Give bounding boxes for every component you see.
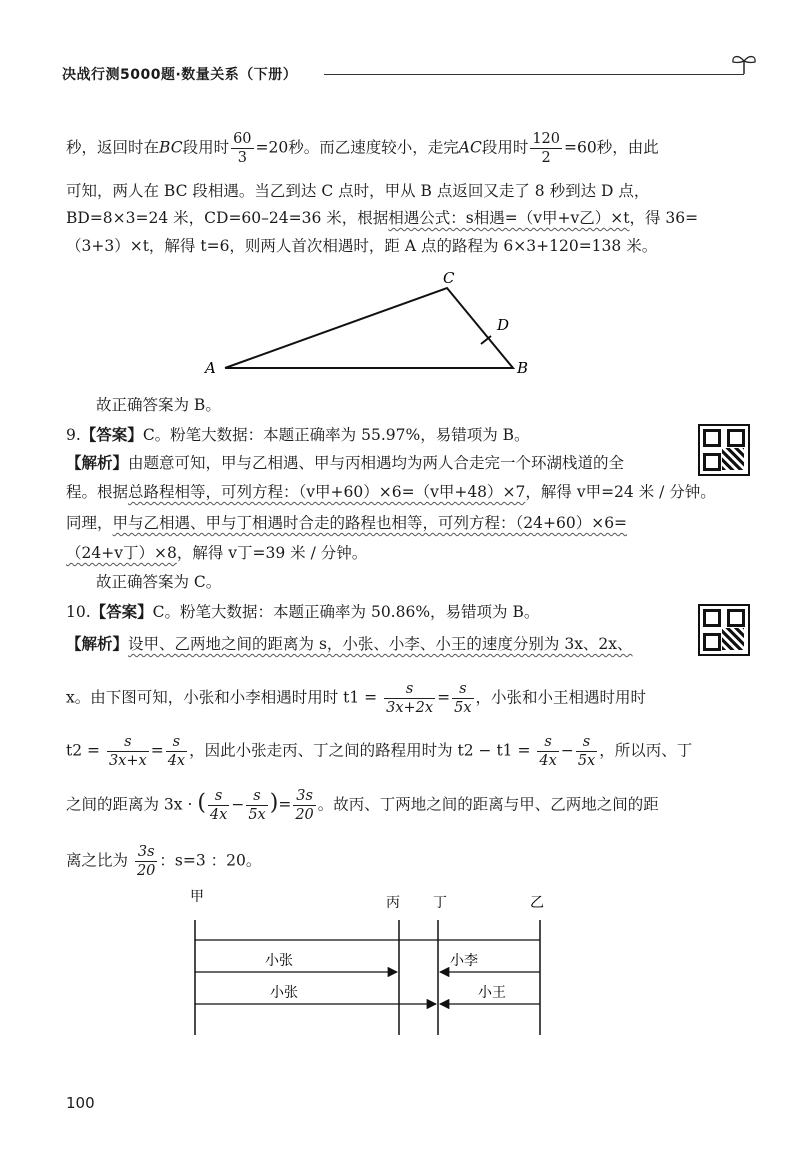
label-wang: 小王 (478, 985, 506, 1001)
label-ding: 丁 (433, 895, 447, 911)
text-line: 离之比为 $\frac{3s}{20}$ ：s=3 ：20。 (66, 844, 262, 879)
label-bing: 丙 (386, 895, 400, 911)
text-line: t2 = $\frac{s}{3x+x}$ = $\frac{s}{4x}$ ，因此小张走丙、丁之间的路程用时为 t2 − t1 = $\frac{s}{4x}$ − $\frac{s}{5x}$ ，所以丙、丁 (66, 734, 693, 769)
sprout-icon (730, 50, 758, 76)
text-line: 可知，两人在 BC 段相遇。当乙到达 C 点时，甲从 B 点返回又走了 8 秒到达 D 点， (66, 182, 650, 200)
meeting-diagram (170, 885, 570, 1045)
fraction: $\frac{60}{3}$ (233, 131, 252, 166)
qr-code-q10[interactable] (698, 604, 750, 656)
fraction: $\frac{s}{3x+2x}$ (386, 681, 434, 716)
label-yi: 乙 (530, 895, 544, 911)
fraction: $\frac{3s}{20}$ (136, 844, 156, 879)
answer-line: 故正确答案为 B。 (96, 396, 221, 414)
fraction: $\frac{s}{4x}$ (209, 788, 228, 823)
running-header (62, 62, 752, 86)
fraction: $\frac{s}{5x}$ (454, 681, 472, 716)
fraction: $\frac{s}{5x}$ (248, 788, 266, 823)
q10-answer: 10.【答案】C。粉笔大数据：本题正确率为 50.86%，易错项为 B。 (66, 603, 540, 621)
text-line: 秒，返回时在BC段用时 $\frac{60}{3}$ =20秒。而乙速度较小，走完AC段用时 $\frac{120}{2}$ =60秒，由此 (66, 131, 659, 166)
page-number: 100 (66, 1094, 95, 1112)
label-zhang-1: 小张 (265, 953, 293, 969)
label-b: B (517, 359, 529, 377)
text-line: 程。根据总路程相等，可列方程：（v甲+60）×6=（v甲+48）×7，解得 v甲=24 米 / 分钟。 (66, 483, 716, 501)
fraction: $\frac{s}{4x}$ (167, 734, 186, 769)
label-li: 小李 (450, 953, 478, 969)
triangle-figure (195, 270, 545, 380)
label-zhang-2: 小张 (270, 985, 298, 1001)
header-rule (324, 74, 744, 75)
text-line: BD=8×3=24 米，CD=60–24=36 米，根据相遇公式：s相遇=（v甲+v乙）×t，得 36= (66, 209, 699, 227)
q10-analysis: 【解析】设甲、乙两地之间的距离为 s，小张、小李、小王的速度分别为 3x、2x、 (66, 635, 633, 653)
answer-line: 故正确答案为 C。 (96, 573, 222, 591)
text-line: 同理，甲与乙相遇、甲与丁相遇时合走的路程也相等，可列方程：（24+60）×6= (66, 514, 628, 532)
text-line: 之间的距离为 3x · ( $\frac{s}{4x}$ − $\frac{s}{5x}$ )= $\frac{3s}{20}$ 。故丙、丁两地之间的距离与甲、乙两地之间的距 (66, 788, 659, 823)
fraction: $\frac{s}{5x}$ (577, 734, 596, 769)
label-a: A (205, 359, 216, 377)
q9-analysis: 【解析】由题意可知，甲与乙相遇、甲与丙相遇均为两人合走完一个环湖栈道的全 (66, 454, 625, 472)
triangle-abc (225, 288, 513, 368)
text-line: （3+3）×t，解得 t=6，则两人首次相遇时，距 A 点的路程为 6×3+120=138 米。 (66, 237, 658, 255)
label-jia: 甲 (190, 889, 204, 905)
text-line: （24+v丁）×8，解得 v丁=39 米 / 分钟。 (66, 544, 368, 562)
fraction: $\frac{3s}{20}$ (295, 788, 314, 823)
book-title: 决战行测5000题·数量关系（下册） (62, 67, 298, 83)
fraction: $\frac{s}{3x+x}$ (108, 734, 147, 769)
fraction: $\frac{120}{2}$ (532, 131, 561, 166)
label-d: D (497, 316, 510, 334)
qr-code-q9[interactable] (698, 424, 750, 476)
text-line: x。由下图可知，小张和小李相遇时用时 t1 = $\frac{s}{3x+2x}$ = $\frac{s}{5x}$ ，小张和小王相遇时用时 (66, 681, 647, 716)
q9-answer: 9.【答案】C。粉笔大数据：本题正确率为 55.97%，易错项为 B。 (66, 426, 530, 444)
fraction: $\frac{s}{4x}$ (539, 734, 557, 769)
label-c: C (443, 270, 455, 287)
